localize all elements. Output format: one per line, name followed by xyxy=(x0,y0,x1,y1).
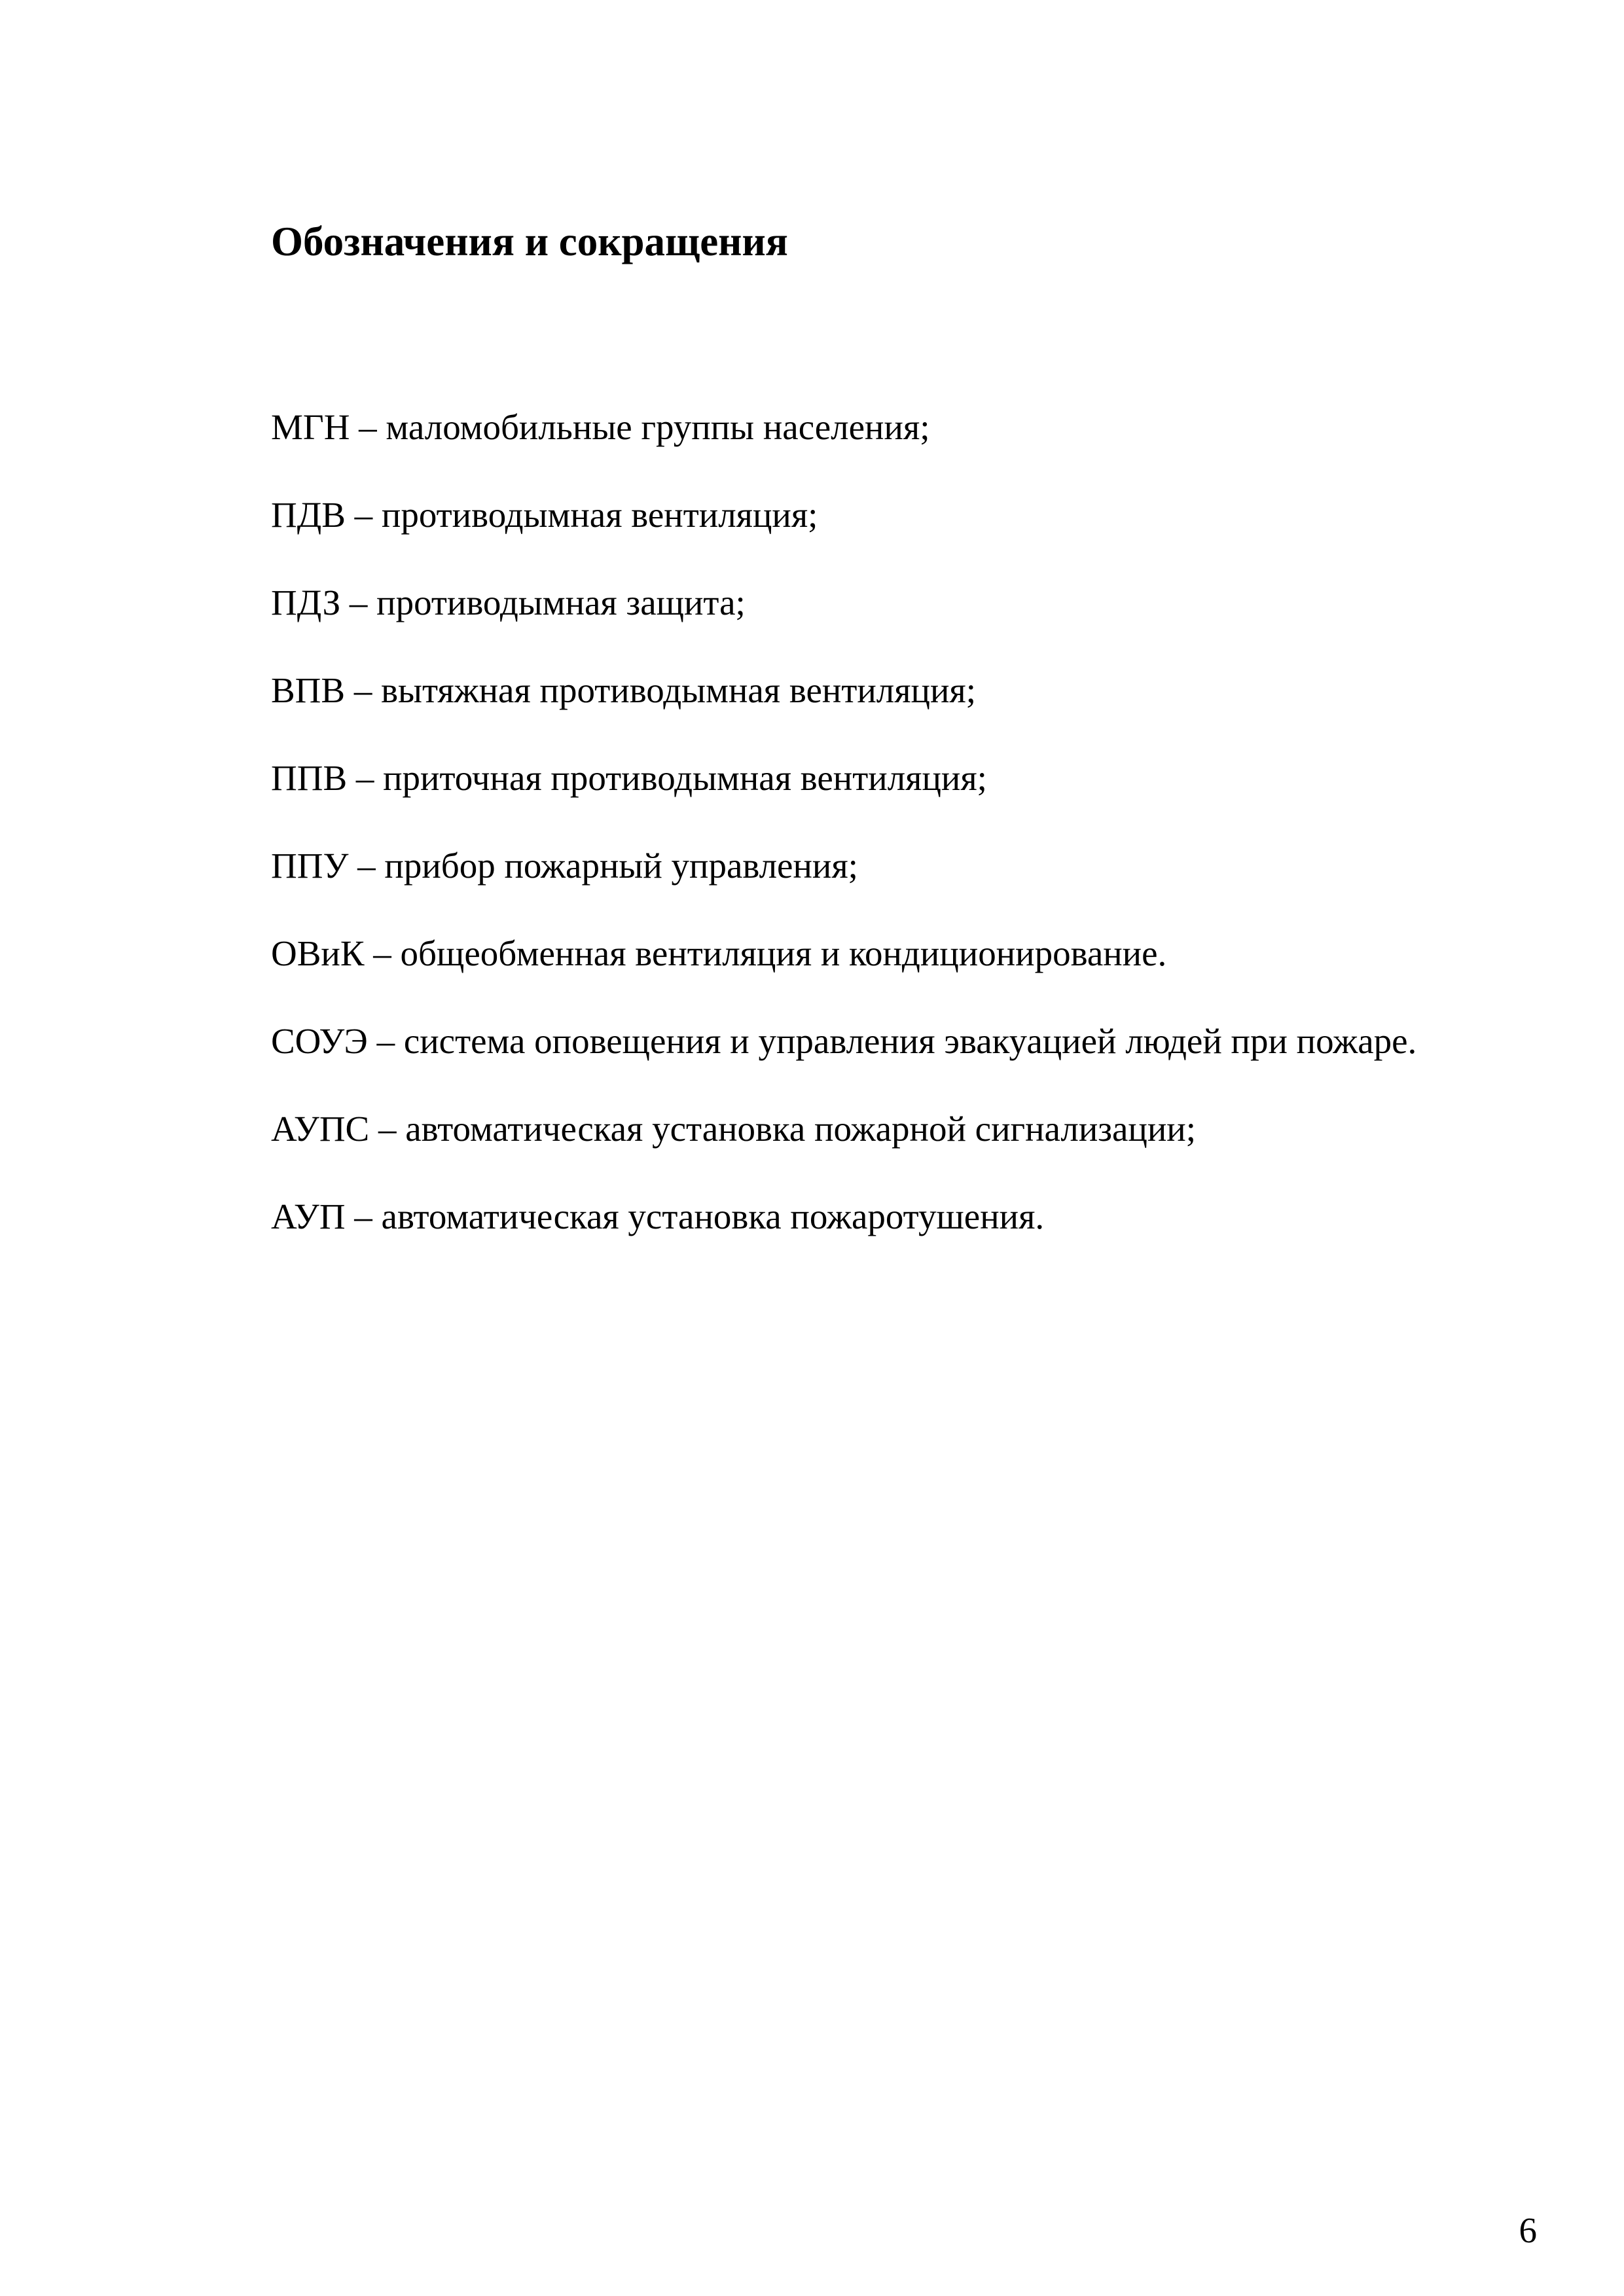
abbreviation-item: ВПВ – вытяжная противодымная вентиляция; xyxy=(271,670,976,710)
abbreviation-item: ППУ – прибор пожарный управления; xyxy=(271,846,858,886)
abbreviation-item: СОУЭ – система оповещения и управления эвакуацией людей при пожаре. xyxy=(271,1021,1417,1061)
abbreviation-item: ОВиК – общеобменная вентиляция и кондиционирование. xyxy=(271,933,1167,973)
abbreviation-item: ПДВ – противодымная вентиляция; xyxy=(271,495,818,535)
page-title: Обозначения и сокращения xyxy=(271,219,788,264)
abbreviation-item: ПДЗ – противодымная защита; xyxy=(271,583,746,622)
abbreviation-item: АУП – автоматическая установка пожаротушения. xyxy=(271,1196,1045,1236)
page-number: 6 xyxy=(1519,2210,1537,2250)
abbreviation-item: АУПС – автоматическая установка пожарной сигнализации; xyxy=(271,1109,1197,1149)
abbreviation-item: МГН – маломобильные группы населения; xyxy=(271,407,930,447)
abbreviation-item: ППВ – приточная противодымная вентиляция; xyxy=(271,758,987,798)
abbreviation-list xyxy=(271,384,1416,1261)
